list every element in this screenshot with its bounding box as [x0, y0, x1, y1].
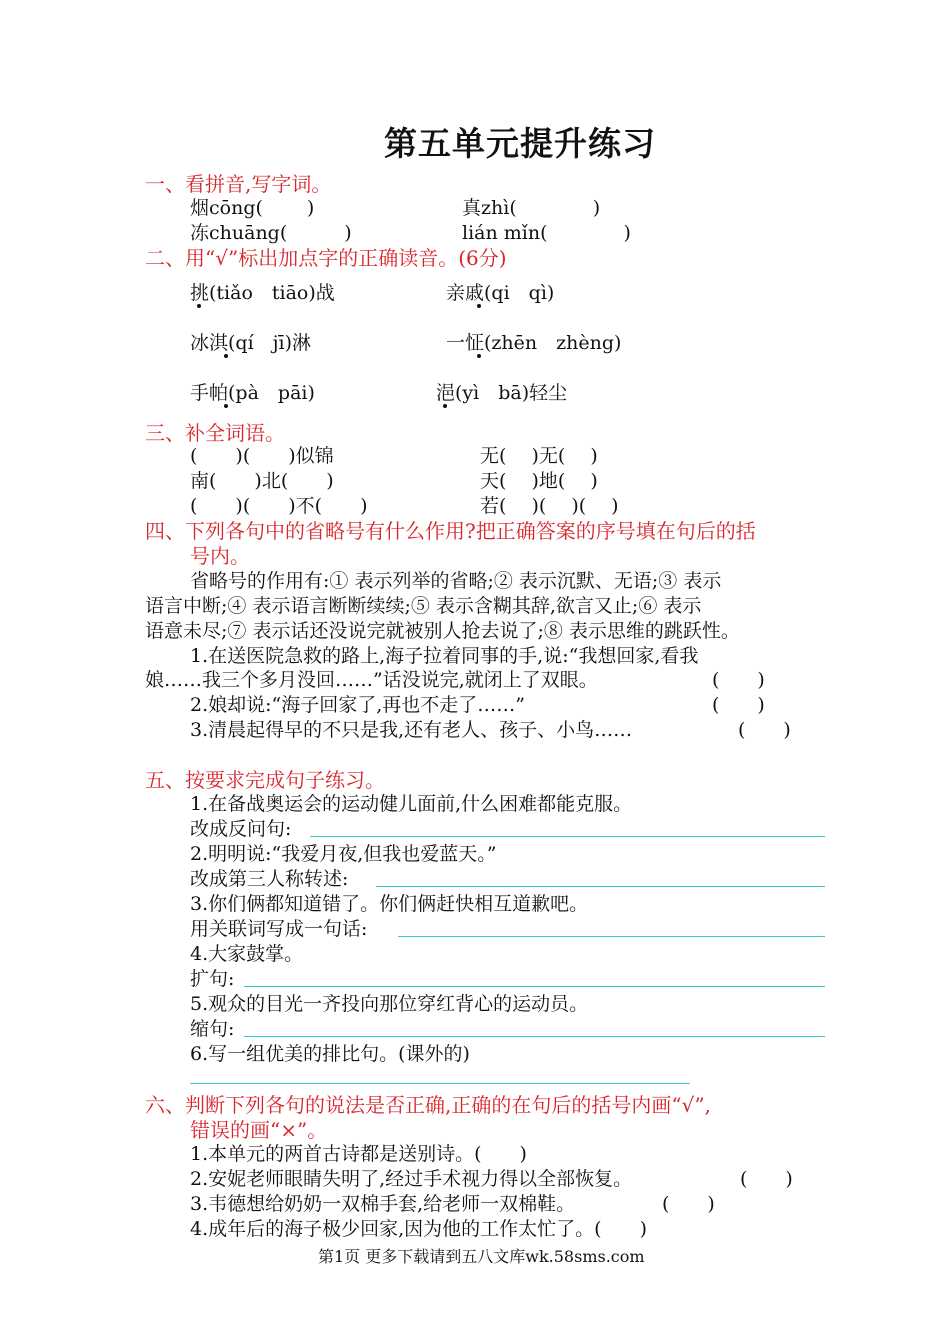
- s5-answer-label-4: 扩句:: [190, 968, 235, 990]
- answer-line[interactable]: [190, 1083, 690, 1084]
- s3-item-3: 南( )北( ): [190, 470, 334, 492]
- s2-item-5: 手帕(pà pāi): [190, 382, 315, 404]
- page-footer: 第1页 更多下载请到五八文库wk.58sms.com: [318, 1247, 645, 1266]
- section-6-heading-cont: 错误的画“×”。: [190, 1118, 328, 1142]
- s3-item-2: 无( )无( ): [480, 445, 598, 467]
- emphasis-dot: [477, 354, 481, 358]
- emphasis-dot: [224, 354, 228, 358]
- s1-item-3: 冻chuāng( ): [190, 222, 352, 244]
- section-5-heading: 五、按要求完成句子练习。: [145, 768, 385, 792]
- section-4-heading: 四、下列各句中的省略号有什么作用?把正确答案的序号填在句后的括: [145, 519, 756, 543]
- section-6-heading: 六、判断下列各句的说法是否正确,正确的在句后的括号内画“√”,: [145, 1093, 711, 1117]
- s6-question-1: 1.本单元的两首古诗都是送别诗。( ): [190, 1143, 527, 1165]
- s5-answer-label-3: 用关联词写成一句话:: [190, 918, 368, 940]
- s1-item-4: lián mǐn( ): [462, 222, 631, 244]
- page-title: 第五单元提升练习: [384, 124, 656, 163]
- s2-item-6: 浥(yì bā)轻尘: [436, 382, 568, 404]
- s5-question-4: 4.大家鼓掌。: [190, 943, 304, 965]
- s4-paragraph-line: 语言中断;④ 表示语言断断续续;⑤ 表示含糊其辞,欲言又止;⑥ 表示: [145, 595, 702, 617]
- s3-item-4: 天( )地( ): [480, 470, 598, 492]
- s2-item-4: 一怔(zhēn zhèng): [446, 332, 622, 354]
- section-1-heading: 一、看拼音,写字词。: [145, 172, 332, 196]
- answer-bracket[interactable]: ( ): [662, 1193, 715, 1215]
- answer-line[interactable]: [244, 986, 825, 987]
- s4-question-1-cont: 娘……我三个多月没回……”话没说完,就闭上了双眼。: [145, 669, 598, 691]
- answer-bracket[interactable]: ( ): [738, 719, 791, 741]
- s5-question-3: 3.你们俩都知道错了。你们俩赶快相互道歉吧。: [190, 893, 589, 915]
- answer-line[interactable]: [244, 1036, 825, 1037]
- s1-item-2: 真zhì( ): [462, 197, 601, 219]
- s1-item-1: 烟cōng( ): [190, 197, 315, 219]
- s4-question-3: 3.清晨起得早的不只是我,还有老人、孩子、小鸟……: [190, 719, 633, 741]
- s4-question-1: 1.在送医院急救的路上,海子拉着同事的手,说:“我想回家,看我: [190, 645, 699, 667]
- answer-line[interactable]: [310, 836, 825, 837]
- answer-line[interactable]: [398, 936, 825, 937]
- emphasis-dot: [224, 404, 228, 408]
- s2-item-2: 亲戚(qi qì): [446, 282, 555, 304]
- s5-answer-label-1: 改成反问句:: [190, 818, 292, 840]
- s5-question-6: 6.写一组优美的排比句。(课外的): [190, 1043, 470, 1065]
- section-2-heading: 二、用“√”标出加点字的正确读音。(6分): [145, 246, 507, 270]
- s3-item-6: 若( )( )( ): [480, 495, 619, 517]
- s6-question-4: 4.成年后的海子极少回家,因为他的工作太忙了。( ): [190, 1218, 647, 1240]
- s6-question-2: 2.安妮老师眼睛失明了,经过手术视力得以全部恢复。: [190, 1168, 633, 1190]
- s5-question-2: 2.明明说:“我爱月夜,但我也爱蓝天。”: [190, 843, 497, 865]
- s2-item-3: 冰淇(qí jī)淋: [190, 332, 312, 354]
- answer-bracket[interactable]: ( ): [712, 694, 765, 716]
- emphasis-dot: [197, 304, 201, 308]
- s5-answer-label-2: 改成第三人称转述:: [190, 868, 349, 890]
- section-4-heading-cont: 号内。: [190, 544, 250, 568]
- s4-question-2: 2.娘却说:“海子回家了,再也不走了……”: [190, 694, 525, 716]
- answer-bracket[interactable]: ( ): [740, 1168, 793, 1190]
- s3-item-1: ( )( )似锦: [190, 445, 334, 467]
- s4-paragraph-line: 语意未尽;⑦ 表示话还没说完就被别人抢去说了;⑧ 表示思维的跳跃性。: [145, 620, 740, 642]
- s5-question-5: 5.观众的目光一齐投向那位穿红背心的运动员。: [190, 993, 589, 1015]
- s6-question-3: 3.韦德想给奶奶一双棉手套,给老师一双棉鞋。: [190, 1193, 576, 1215]
- s3-item-5: ( )( )不( ): [190, 495, 368, 517]
- s4-paragraph-line: 省略号的作用有:① 表示列举的省略;② 表示沉默、无语;③ 表示: [190, 570, 722, 592]
- answer-bracket[interactable]: ( ): [712, 669, 765, 691]
- s5-answer-label-5: 缩句:: [190, 1018, 235, 1040]
- emphasis-dot: [443, 404, 447, 408]
- answer-line[interactable]: [376, 886, 825, 887]
- s2-item-1: 挑(tiǎo tiāo)战: [190, 282, 335, 304]
- section-3-heading: 三、补全词语。: [145, 421, 285, 445]
- s5-question-1: 1.在备战奥运会的运动健儿面前,什么困难都能克服。: [190, 793, 633, 815]
- emphasis-dot: [477, 304, 481, 308]
